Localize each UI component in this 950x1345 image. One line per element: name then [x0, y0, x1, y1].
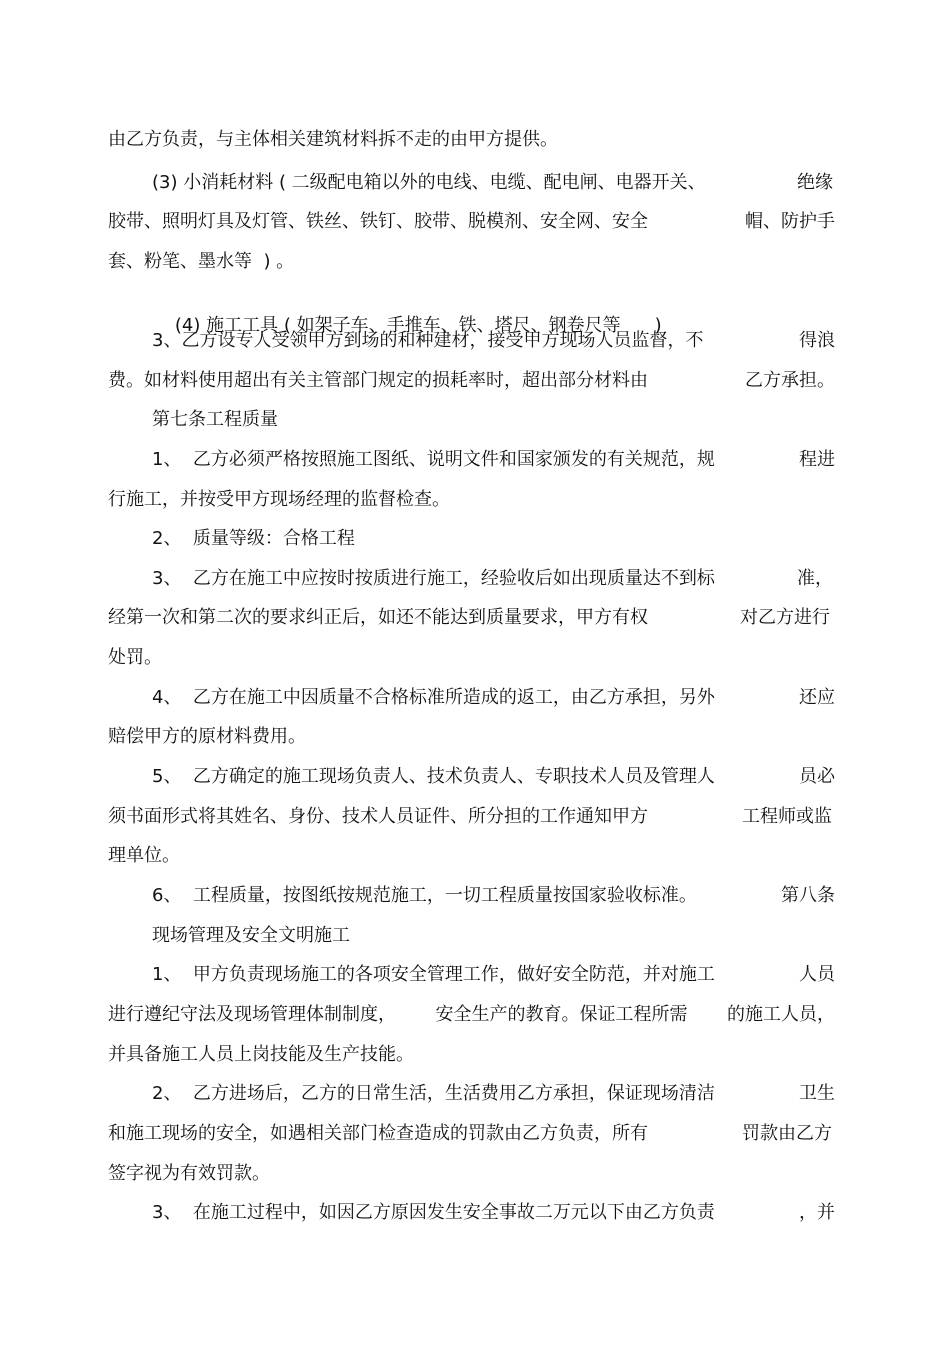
text-line: 签字视为有效罚款。 [108, 1163, 270, 1184]
text-line: 2、 乙方进场后，乙方的日常生活，生活费用乙方承担，保证现场清洁 卫生 [152, 1083, 835, 1104]
text-line: 1、 乙方必须严格按照施工图纸、说明文件和国家颁发的有关规范，规 程进 [152, 449, 835, 470]
text-line: 行施工，并按受甲方现场经理的监督检查。 [108, 489, 450, 510]
text-line: 理单位。 [108, 845, 180, 866]
text-line: 6、 工程质量，按图纸按规范施工，一切工程质量按国家验收标准。 第八条 [152, 885, 835, 906]
text-line: 经第一次和第二次的要求纠正后，如还不能达到质量要求，甲方有权 对乙方进行 [108, 607, 830, 628]
section-heading: 现场管理及安全文明施工 [152, 925, 350, 946]
text-line: 套、粉笔、墨水等 ) 。 [108, 251, 295, 272]
text-line: 1、 甲方负责现场施工的各项安全管理工作，做好安全防范，并对施工 人员 [152, 964, 835, 985]
text-line: 和施工现场的安全，如遇相关部门检查造成的罚款由乙方负责，所有 罚款由乙方 [108, 1123, 832, 1144]
text-line: 4、 乙方在施工中因质量不合格标准所造成的返工，由乙方承担，另外 还应 [152, 687, 835, 708]
text-line: 2、 质量等级：合格工程 [152, 528, 355, 549]
text-line: 3、乙方设专人受领甲方到场的和种建材，接受甲方现场人员监督，不 得浪 [152, 330, 835, 351]
text-line: 进行遵纪守法及现场管理体制制度， 安全生产的教育。保证工程所需 的施工人员， [108, 1004, 835, 1025]
text-line: 3、 乙方在施工中应按时按质进行施工，经验收后如出现质量达不到标 准， [152, 568, 833, 589]
text-line: 由乙方负责，与主体相关建筑材料拆不走的由甲方提供。 [108, 129, 558, 150]
text-line: 赔偿甲方的原材料费用。 [108, 726, 306, 747]
section-heading: 第七条工程质量 [152, 409, 278, 430]
text-line: (4) 施工工具 ( 如架子车、手推车、铁、塔尺、钢卷尺等 ) [174, 315, 662, 336]
text-line: (3) 小消耗材料 ( 二级配电箱以外的电线、电缆、配电闸、电器开关、 绝缘 [152, 172, 833, 193]
text-line: 并具备施工人员上岗技能及生产技能。 [108, 1044, 414, 1065]
text-line: 费。如材料使用超出有关主管部门规定的损耗率时，超出部分材料由 乙方承担。 [108, 370, 835, 391]
text-line: 3、 在施工过程中，如因乙方原因发生安全事故二万元以下由乙方负责 ，并 [152, 1202, 835, 1223]
text-line: 5、 乙方确定的施工现场负责人、技术负责人、专职技术人员及管理人 员必 [152, 766, 835, 787]
text-line: 胶带、照明灯具及灯管、铁丝、铁钉、胶带、脱模剂、安全网、安全 帽、防护手 [108, 211, 835, 232]
text-line: 处罚。 [108, 647, 162, 668]
text-line: 须书面形式将其姓名、身份、技术人员证件、所分担的工作通知甲方 工程师或监 [108, 806, 832, 827]
